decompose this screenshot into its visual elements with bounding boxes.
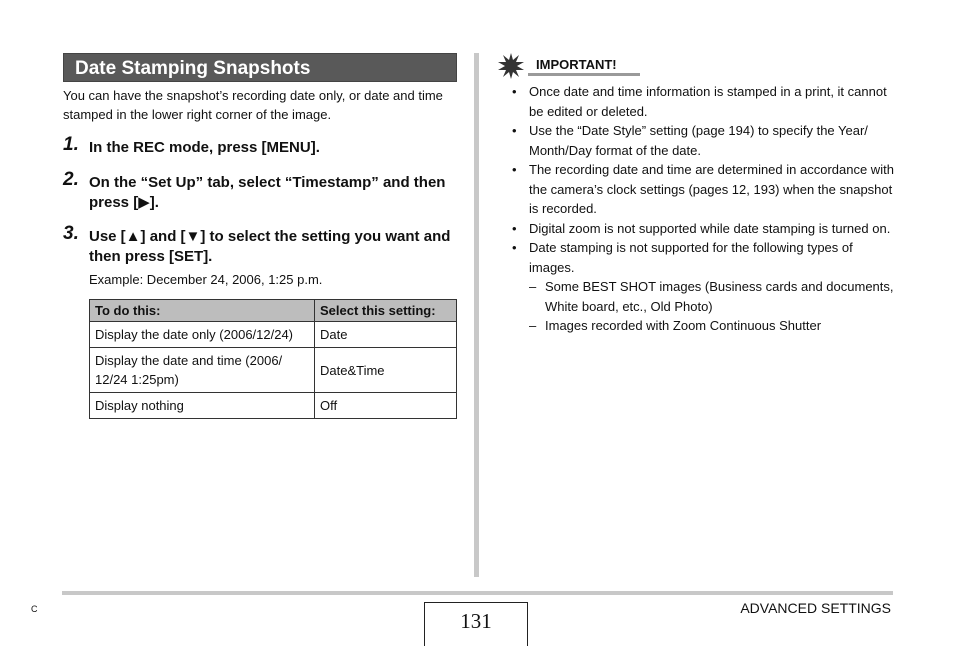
sub-list-item [529,316,898,336]
list-item-text: The recording date and time are determined in accordance with the camera’s clock settings (pages 12, 193) when the snapshot is recorded. [529,162,894,216]
table-cell: Off [315,393,457,419]
list-item [498,82,898,121]
sub-list-item-text: Images recorded with Zoom Continuous Shutter [545,318,822,333]
step-number: 3. [63,223,79,244]
table-cell: Display nothing [90,393,315,419]
example-text: Example: December 24, 2006, 1:25 p.m. [89,272,323,287]
list-item [498,160,898,219]
important-list [498,82,898,336]
table-header: Select this setting: [315,300,457,322]
corner-mark: C [31,604,38,614]
right-column [498,55,898,336]
sub-list [529,277,898,336]
footer-section-name: ADVANCED SETTINGS [740,600,891,616]
dash-icon: – [529,318,537,333]
bullet-icon: • [512,240,517,255]
left-column [63,53,457,419]
section-title: Date Stamping Snapshots [63,53,457,82]
bullet-icon: • [512,220,517,236]
bullet-icon: • [512,84,517,99]
step-text: Use [▲] and [▼] to select the setting you want and then press [SET]. [89,228,451,265]
important-underline [528,73,640,76]
column-divider [474,53,479,577]
table-header-row [90,300,457,322]
step-1 [63,134,457,158]
table-row [90,348,457,393]
list-item [498,219,898,239]
bullet-icon: • [512,123,517,138]
page-number: 131 [424,602,528,646]
table-cell: Display the date and time (2006/ 12/24 1:25pm) [90,348,315,393]
list-item [498,238,898,336]
list-item-text: Digital zoom is not supported while date stamping is turned on. [529,220,891,236]
bullet-icon: • [512,162,517,177]
settings-table [89,299,457,419]
table-header: To do this: [90,300,315,322]
footer-rule [62,591,893,595]
step-number: 1. [63,134,79,155]
list-item-text: Once date and time information is stamped in a print, it cannot be edited or deleted. [529,84,887,119]
important-header [498,55,898,77]
important-label: IMPORTANT! [536,57,617,72]
list-item [498,121,898,160]
step-3 [63,223,457,267]
table-cell: Date&Time [315,348,457,393]
starburst-icon [498,53,524,79]
table-row [90,393,457,419]
sub-list-item-text: Some BEST SHOT images (Business cards and documents, White board, etc., Old Photo) [545,279,894,314]
table-cell: Display the date only (2006/12/24) [90,322,315,348]
sub-list-item [529,277,898,316]
step-text: In the REC mode, press [MENU]. [89,139,320,156]
table-cell: Date [315,322,457,348]
table-row [90,322,457,348]
list-item-text: Date stamping is not supported for the following types of images. [529,240,853,275]
step-2 [63,169,457,213]
list-item-text: Use the “Date Style” setting (page 194) to specify the Year/ Month/Day format of the date. [529,123,868,158]
step-text: On the “Set Up” tab, select “Timestamp” and then press [▶]. [89,174,446,211]
dash-icon: – [529,279,537,294]
step-number: 2. [63,169,79,190]
intro-text: You can have the snapshot’s recording date only, or date and time stamped in the lower right corner of the image. [63,88,443,122]
